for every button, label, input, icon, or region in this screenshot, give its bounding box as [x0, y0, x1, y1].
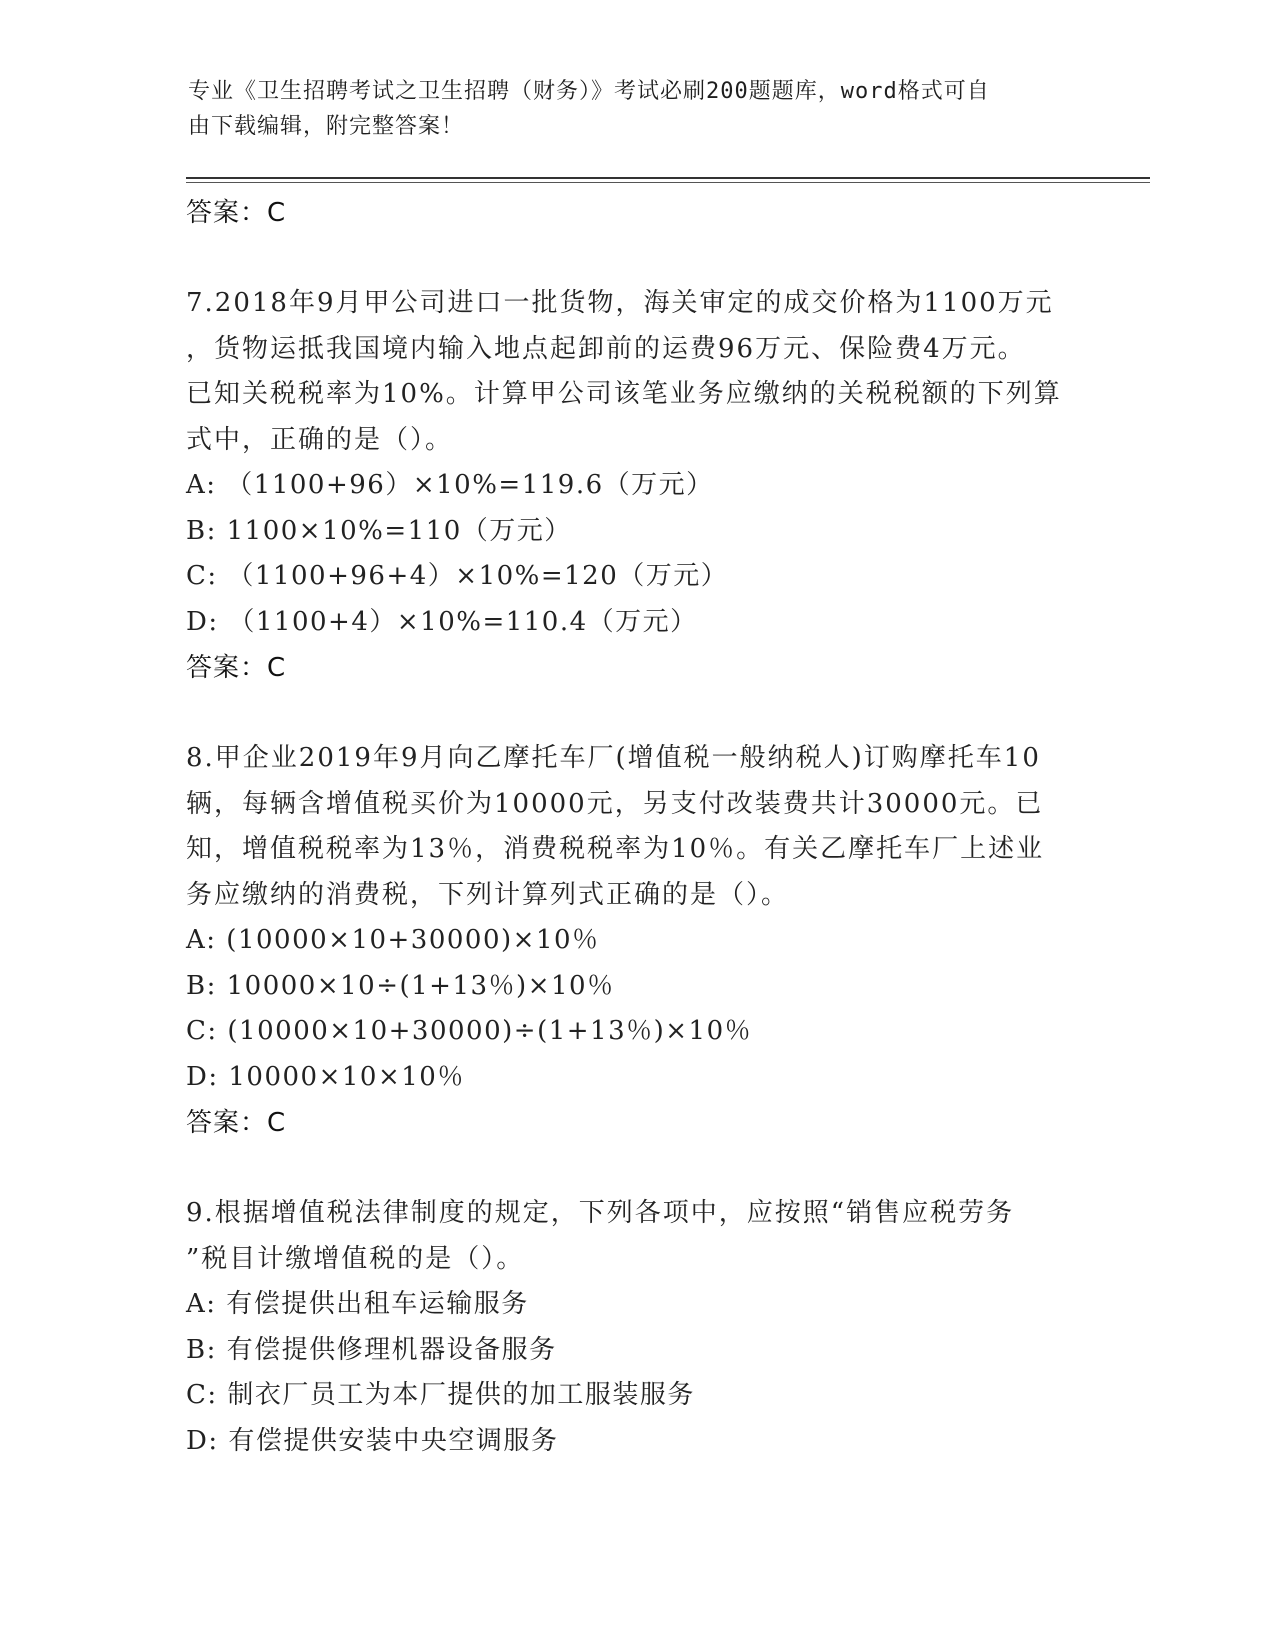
- question-8-line-4: 务应缴纳的消费税，下列计算列式正确的是（）。: [186, 879, 790, 910]
- question-8-option-a: A: (10000×10+30000)×10％: [186, 925, 600, 955]
- question-8-line-1: 8.甲企业2019年9月向乙摩托车厂(增值税一般纳税人)订购摩托车10: [186, 743, 1041, 773]
- question-7-option-c: C: （1100+96+4）×10%=120（万元）: [186, 561, 729, 591]
- document-header: [188, 74, 1088, 144]
- question-9-option-b: B: 有偿提供修理机器设备服务: [186, 1334, 557, 1365]
- question-8-line-2: 辆，每辆含增值税买价为10000元，另支付改装费共计30000元。已: [186, 788, 1044, 819]
- header-line-1: 专业《卫生招聘考试之卫生招聘（财务）》考试必刷200题题库，word格式可自: [188, 79, 990, 104]
- question-7-line-2: ，货物运抵我国境内输入地点起卸前的运费96万元、保险费4万元。: [186, 333, 1026, 364]
- question-8-line-3: 知，增值税税率为13％，消费税税率为10％。有关乙摩托车厂上述业: [186, 834, 1045, 864]
- spacer: [186, 691, 1086, 736]
- spacer: [186, 1146, 1086, 1191]
- question-7-line-4: 式中，正确的是（）。: [186, 424, 454, 455]
- question-7-option-d: D: （1100+4）×10%=110.4（万元）: [186, 606, 698, 637]
- question-9-line-2: ”税目计缴增值税的是（）。: [186, 1243, 525, 1274]
- question-7-option-a: A: （1100+96）×10%=119.6（万元）: [186, 470, 714, 500]
- header-line-2: 由下载编辑，附完整答案！: [188, 114, 465, 139]
- answer-previous: 答案：C: [186, 198, 287, 228]
- header-divider-thick: [186, 177, 1150, 179]
- question-7-line-3: 已知关税税率为10%。计算甲公司该笔业务应缴纳的关税税额的下列算: [186, 379, 1062, 409]
- question-7-option-b: B: 1100×10%=110（万元）: [186, 515, 572, 546]
- question-9-option-c: C: 制衣厂员工为本厂提供的加工服装服务: [186, 1380, 695, 1410]
- question-7-line-1: 7.2018年9月甲公司进口一批货物，海关审定的成交价格为1100万元: [186, 288, 1054, 318]
- question-9-option-d: D: 有偿提供安装中央空调服务: [186, 1425, 559, 1456]
- question-9-option-a: A: 有偿提供出租车运输服务: [186, 1289, 529, 1319]
- question-8: [186, 736, 1086, 1146]
- header-divider-thin: [186, 182, 1150, 183]
- question-7: [186, 281, 1086, 691]
- document-body: [186, 190, 1086, 1464]
- question-8-option-b: B: 10000×10÷(1+13％)×10％: [186, 970, 615, 1001]
- question-8-answer: 答案：C: [186, 1108, 287, 1138]
- question-9: [186, 1191, 1086, 1464]
- question-9-line-1: 9.根据增值税法律制度的规定，下列各项中，应按照“销售应税劳务: [186, 1198, 1015, 1228]
- question-8-option-c: C: (10000×10+30000)÷(1+13％)×10％: [186, 1016, 753, 1046]
- question-8-option-d: D: 10000×10×10％: [186, 1061, 465, 1092]
- spacer: [186, 236, 1086, 281]
- question-7-answer: 答案：C: [186, 653, 287, 683]
